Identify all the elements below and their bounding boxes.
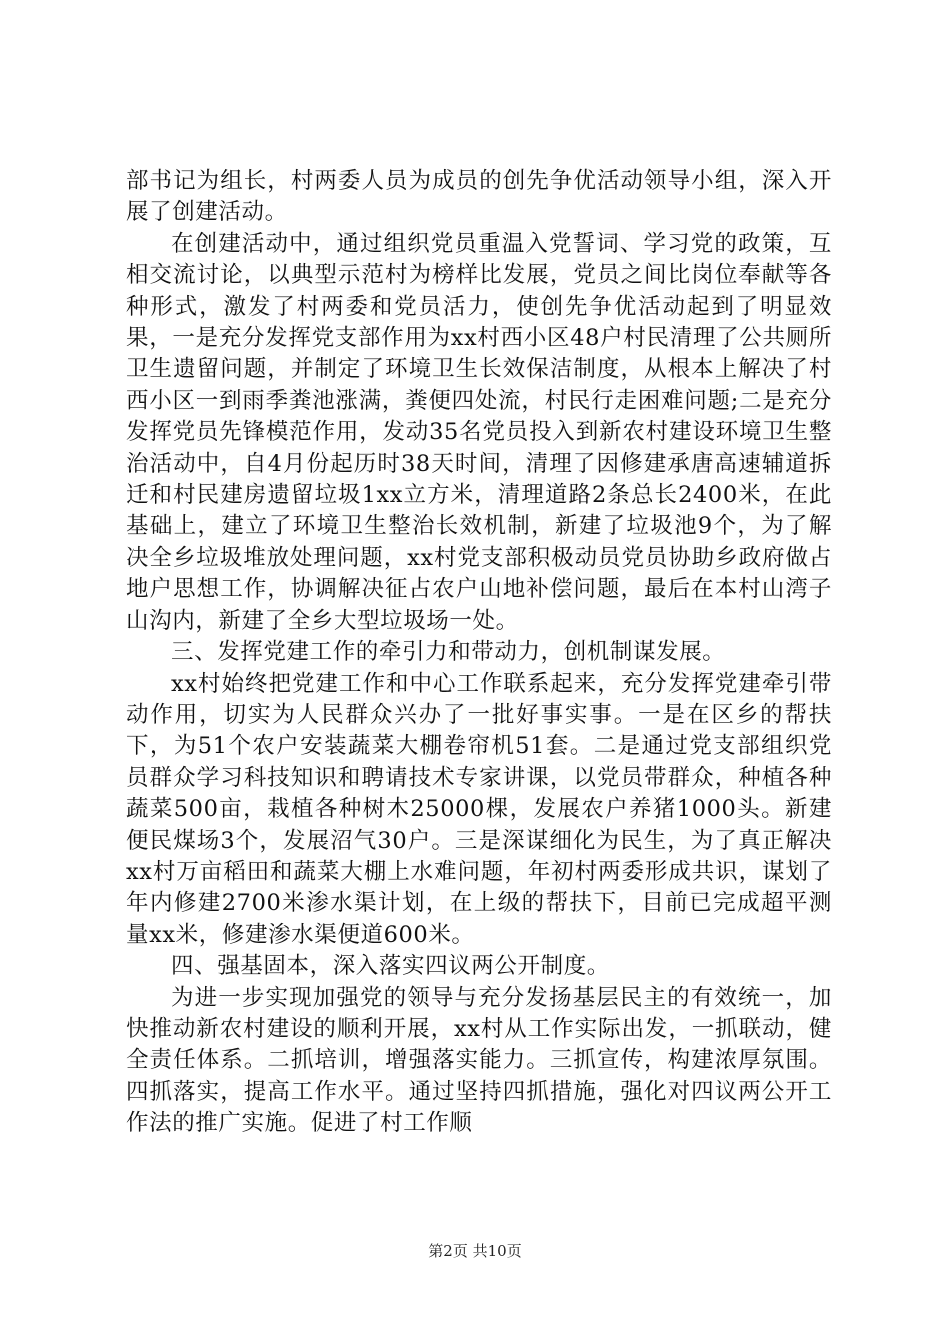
document-body: [126, 166, 832, 1140]
paragraph-2: 在创建活动中，通过组织党员重温入党誓词、学习党的政策，互相交流讨论，以典型示范村为榜样比发展，党员之间比岗位奉献等各种形式，激发了村两委和党员活力，使创先争优活动起到了明显效果，一是充分发挥党支部作用为xx村西小区48户村民清理了公共厕所卫生遗留问题，并制定了环境卫生长效保洁制度，从根本上解决了村西小区一到雨季粪池涨满，粪便四处流，村民行走困难问题;二是充分发挥党员先锋模范作用，发动35名党员投入到新农村建设环境卫生整治活动中，自4月份起历时38天时间，清理了因修建承唐高速辅道拆迁和村民建房遗留垃圾1xx立方米，清理道路2条总长2400米，在此基础上，建立了环境卫生整治长效机制，新建了垃圾池9个，为了解决全乡垃圾堆放处理问题，xx村党支部积极动员党员协助乡政府做占地户思想工作，协调解决征占农户山地补偿问题，最后在本村山湾子山沟内，新建了全乡大型垃圾场一处。: [126, 230, 832, 634]
paragraph-1: 部书记为组长，村两委人员为成员的创先争优活动领导小组，深入开展了创建活动。: [126, 168, 832, 226]
page-number-footer: 第2页 共10页: [428, 1242, 522, 1260]
paragraph-6: 为进一步实现加强党的领导与充分发扬基层民主的有效统一，加快推动新农村建设的顺利开展，xx村从工作实际出发，一抓联动，健全责任体系。二抓培训，增强落实能力。三抓宣传，构建浓厚氛围。四抓落实，提高工作水平。通过坚持四抓措施，强化对四议两公开工作法的推广实施。促进了村工作顺: [126, 984, 832, 1137]
paragraph-4: xx村始终把党建工作和中心工作联系起来，充分发挥党建牵引带动作用，切实为人民群众兴办了一批好事实事。一是在区乡的帮扶下，为51个农户安装蔬菜大棚卷帘机51套。二是通过党支部组织党员群众学习科技知识和聘请技术专家讲课，以党员带群众，种植各种蔬菜500亩，栽植各种树木25000棵，发展农户养猪1000头。新建便民煤场3个，发展沼气30户。三是深谋细化为民生，为了真正解决xx村万亩稻田和蔬菜大棚上水难问题，年初村两委形成共识，谋划了年内修建2700米渗水渠计划，在上级的帮扶下，目前已完成超平测量xx米，修建渗水渠便道600米。: [126, 670, 832, 948]
section-heading-4: 四、强基固本，深入落实四议两公开制度。: [171, 953, 610, 980]
section-heading-3: 三、发挥党建工作的牵引力和带动力，创机制谋发展。: [171, 639, 726, 666]
